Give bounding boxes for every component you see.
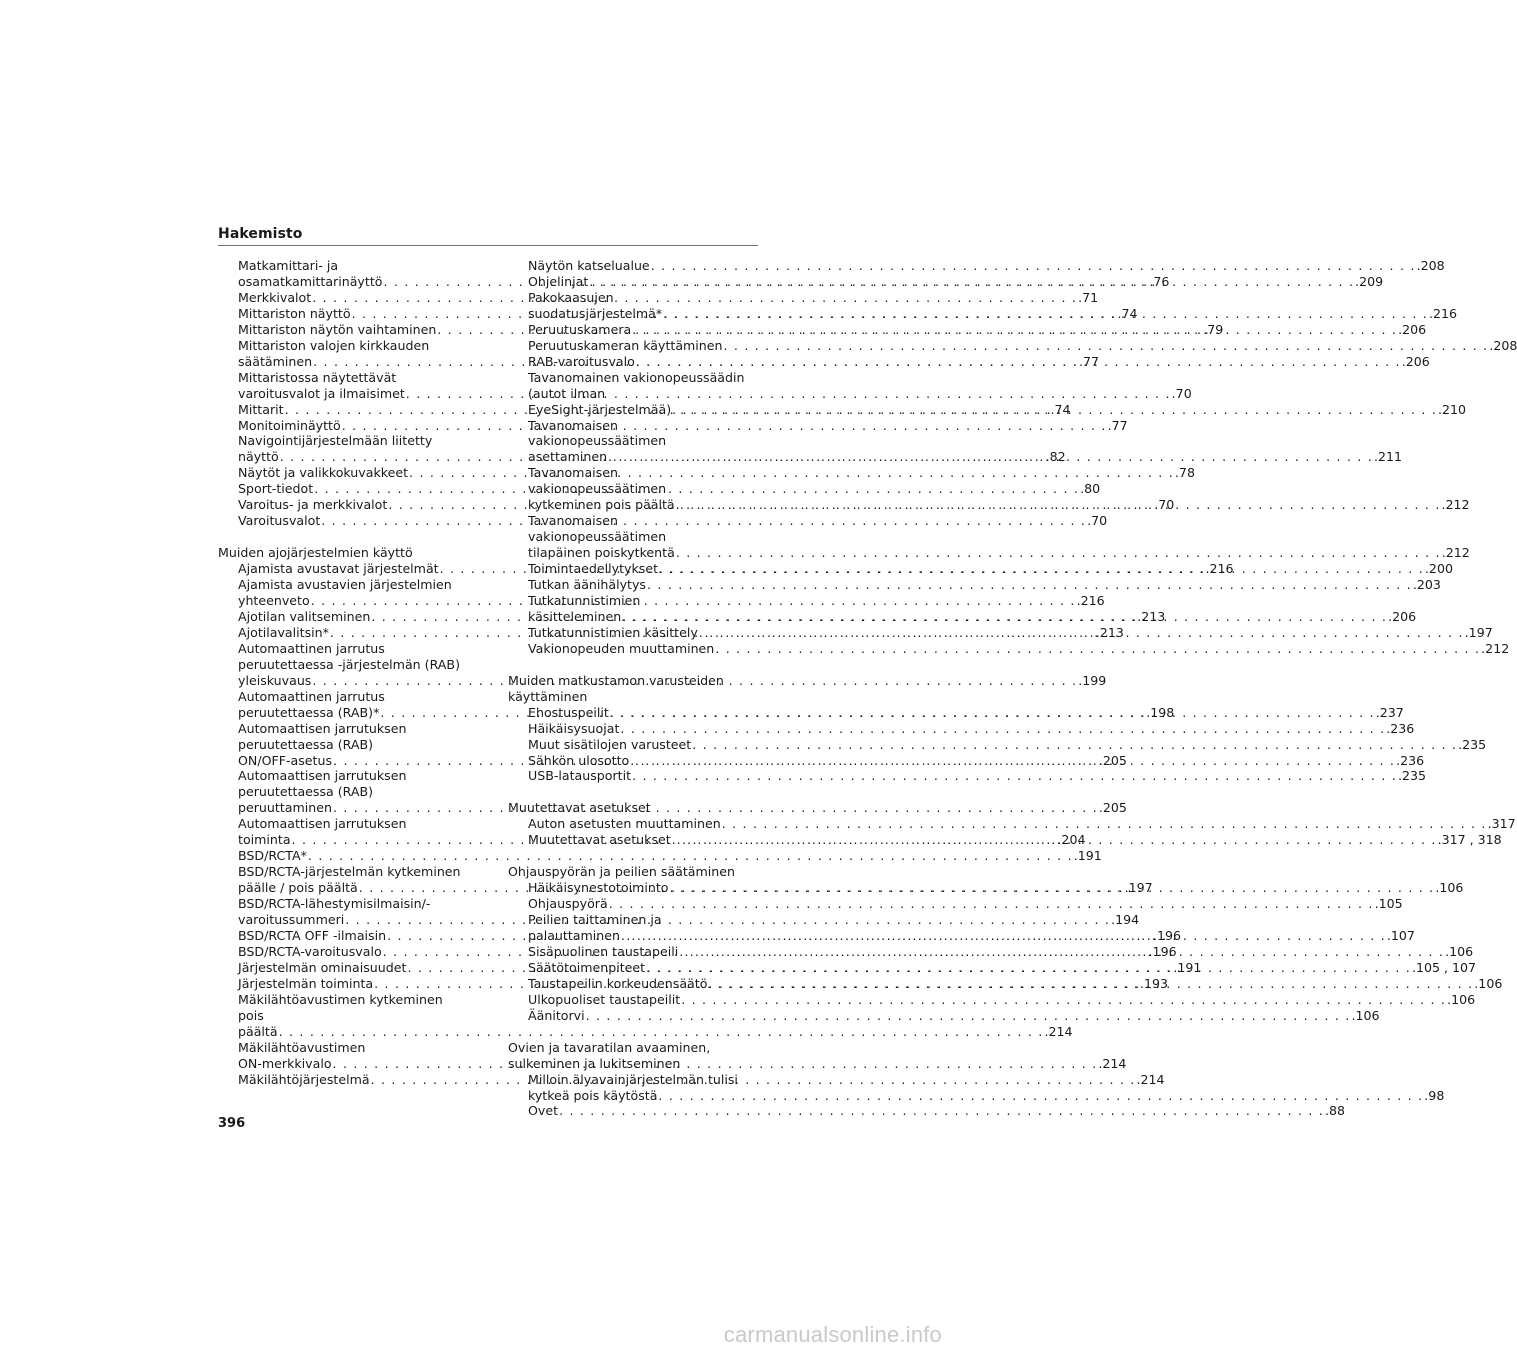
index-entry-row — [528, 545, 1470, 561]
index-entry-term: Varoitus- ja merkkivalot — [238, 497, 388, 513]
dot-leader — [668, 880, 1435, 896]
index-entry-term: päältä — [238, 1023, 278, 1039]
index-entry-line: Ajamista avustavien järjestelmien — [238, 577, 452, 593]
index-entry-line: Automaattisen jarrutuksen — [238, 768, 407, 784]
index-entry — [508, 816, 1516, 832]
index-entry-row — [528, 720, 1415, 737]
index-page-ref: .209 — [1355, 273, 1384, 289]
index-entry — [508, 577, 1441, 593]
dot-leader — [723, 338, 1490, 354]
index-page-ref: .317 , 318 — [1437, 832, 1502, 848]
index-page-ref: .235 — [1458, 736, 1487, 752]
index-entry-line: (autot ilman — [528, 385, 606, 401]
index-page-ref: .204 — [1057, 832, 1086, 848]
index-entry-term: Sport-tiedot — [238, 481, 314, 497]
dot-leader — [671, 402, 1438, 418]
index-entry-term: BSD/RCTA OFF -ilmaisin — [238, 928, 387, 944]
index-entry-term: Säätötoimenpiteet — [528, 959, 646, 975]
index-page-ref: .216 — [1429, 305, 1458, 321]
index-entry-line: Tutkatunnistimien — [528, 593, 641, 609]
index-page-ref: .76 — [1149, 273, 1170, 289]
index-page-ref: .191 — [1173, 959, 1202, 975]
index-entry-row — [238, 848, 1102, 864]
index-page-ref: .70 — [1154, 497, 1175, 513]
index-page-ref: .107 — [1386, 927, 1415, 943]
index-header — [218, 223, 758, 246]
index-page-ref: .210 — [1438, 401, 1467, 417]
index-entry-term: Järjestelmän ominaisuudet — [238, 959, 407, 975]
index-entry-line: Navigointijärjestelmään liitetty — [238, 433, 433, 449]
dot-leader — [588, 274, 1355, 290]
dot-leader — [645, 960, 1412, 976]
index-page-ref: .196 — [1148, 943, 1177, 959]
index-page-ref: .198 — [1146, 704, 1175, 720]
index-entry-line: Tavanomaisen vakionopeussäätimen — [528, 513, 667, 545]
index-page-ref: .214 — [1044, 1023, 1073, 1039]
index-page-ref: .216 — [1076, 593, 1105, 608]
index-entry-line: Mittaristossa näytettävät — [238, 369, 397, 385]
index-entry-line: Matkamittari- ja — [238, 258, 339, 273]
dot-leader — [650, 258, 1417, 274]
index-entry-term: palauttaminen — [528, 927, 620, 943]
dot-leader — [671, 832, 1438, 848]
index-page-ref: .214 — [1098, 1055, 1127, 1071]
index-entry-term: varoitussummeri — [238, 912, 345, 928]
index-page-ref: .105 — [1374, 896, 1403, 912]
index-page-ref: .203 — [1412, 577, 1441, 593]
index-entry-term: RAB-varoitusvalo — [528, 353, 635, 369]
index-entry-term: Häikäisysuojat — [528, 720, 620, 736]
index-entry-term: Auton asetusten muuttaminen — [528, 816, 721, 832]
dot-leader — [635, 354, 1402, 370]
index-entry-term: ON-merkkivalo — [238, 1055, 332, 1071]
index-entry-row — [528, 768, 1426, 784]
dot-leader — [658, 561, 1425, 577]
index-entry-term: Äänitorvi — [528, 1007, 585, 1023]
index-entry-row — [528, 1087, 1445, 1104]
index-page-ref: .106 — [1445, 943, 1474, 959]
index-page-ref: .199 — [1078, 672, 1107, 688]
index-page-ref: .212 — [1481, 640, 1510, 656]
index-page-ref: .70 — [1087, 513, 1108, 529]
index-entry-term: Ohjauspyörä — [528, 896, 608, 912]
index-entry-term: yhteenveto — [238, 593, 310, 608]
index-page-ref: .236 — [1386, 720, 1415, 736]
index-page-ref: .77 — [1079, 353, 1100, 369]
index-entry-line: Mittariston valojen kirkkauden — [238, 337, 430, 353]
index-page-ref: .79 — [1203, 321, 1224, 337]
index-entry-term: näyttö — [238, 449, 279, 465]
page-title: Hakemisto — [218, 226, 303, 242]
index-entry — [508, 640, 1510, 657]
index-entry — [508, 720, 1415, 737]
index-entry-term: toiminta — [238, 832, 291, 848]
index-entry-row — [528, 1007, 1380, 1024]
index-page-ref: .237 — [1375, 704, 1404, 720]
index-entry-line: peruutettaessa (RAB) — [238, 784, 374, 800]
index-page-ref: .213 — [1137, 608, 1166, 624]
index-group-title: käyttäminen — [508, 688, 588, 704]
dot-leader — [646, 577, 1413, 593]
index-page-ref: .106 — [1447, 991, 1476, 1007]
index-entry-term: peruutettaessa (RAB)* — [238, 704, 380, 720]
index-entry — [508, 896, 1403, 912]
index-page-ref: .200 — [1424, 561, 1453, 577]
index-page-ref: .194 — [1111, 912, 1140, 928]
dot-leader — [678, 944, 1445, 960]
index-entry-line: Automaattinen jarrutus — [238, 688, 385, 704]
index-page-ref: .212 — [1441, 545, 1470, 561]
index-entry-term: Ajotilavalitsin* — [238, 624, 329, 640]
index-entry-term: Mittariston näytön vaihtaminen — [238, 321, 437, 337]
index-entry-term: Mittarit — [238, 401, 284, 417]
index-group-title: Muutettavat asetukset — [508, 800, 651, 816]
index-entry-term: Sisäpuolinen taustapeili — [528, 943, 679, 959]
index-entry — [508, 337, 1517, 354]
index-group-title: Muiden ajojärjestelmien käyttö — [218, 545, 413, 561]
index-entry-line: Tavanomaisen vakionopeussäätimen — [528, 465, 667, 497]
index-page-ref: .74 — [1050, 401, 1071, 417]
index-page-ref: .205 — [1098, 752, 1127, 768]
index-page-ref: .236 — [1396, 752, 1425, 768]
index-entry — [508, 1007, 1380, 1024]
index-entry-term: Varoitusvalot — [238, 513, 321, 529]
index-entry-term: suodatusjärjestelmä* — [528, 305, 663, 321]
dot-leader — [662, 306, 1429, 322]
index-group-title: Ohjauspyörän ja peilien säätäminen — [508, 864, 736, 880]
index-entry-term: EyeSight-järjestelmää) — [528, 401, 672, 417]
index-page-ref: .193 — [1140, 975, 1169, 991]
index-entry-term: varoitusvalot ja ilmaisimet — [238, 385, 405, 401]
index-entry — [508, 1103, 1345, 1119]
dot-leader — [680, 992, 1447, 1008]
index-page-ref: .205 — [1098, 800, 1127, 816]
index-entry-term: Ehostuspeilit — [528, 704, 609, 720]
index-entry-term: Toimintaedellytykset — [528, 561, 659, 577]
index-entry-term: Järjestelmän toiminta — [238, 975, 374, 991]
index-group-title: sulkeminen ja lukitseminen — [508, 1055, 681, 1071]
index-page-ref: .196 — [1152, 928, 1181, 944]
index-entry-line: Tavanomaisen vakionopeussäätimen — [528, 417, 667, 449]
dot-leader — [714, 641, 1481, 657]
dot-leader — [631, 768, 1398, 784]
index-group-title: Ovien ja tavaratilan avaaminen, — [508, 1039, 711, 1055]
index-entry-term: Muut sisätilojen varusteet — [528, 736, 692, 752]
dot-leader — [619, 721, 1386, 737]
index-page-ref: .213 — [1095, 624, 1124, 640]
index-entry-row — [238, 1023, 1073, 1040]
index-entry-row — [528, 1103, 1345, 1119]
index-page-ref: .197 — [1464, 624, 1493, 640]
index-entry-line: Tavanomainen vakionopeussäädin — [528, 369, 745, 385]
index-entry — [508, 768, 1426, 784]
index-entry-term: kytkeminen pois päältä — [528, 497, 675, 513]
index-entry-row — [528, 577, 1441, 593]
index-page-ref: .105 , 107 — [1411, 959, 1477, 975]
index-entry-term: Monitoiminäyttö — [238, 417, 341, 433]
index-page-ref: .206 — [1398, 321, 1427, 337]
index-entry-term: osamatkamittarinäyttö — [238, 273, 383, 289]
index-page-ref: .71 — [1078, 289, 1099, 305]
index-page-ref: .88 — [1324, 1103, 1345, 1119]
index-entry-term: Ohjelinjat — [528, 273, 589, 289]
index-entry-line: peruutettaessa (RAB) — [238, 736, 374, 752]
index-entry-line: Peilien taittaminen ja — [528, 912, 662, 928]
index-page-ref: .317 — [1487, 816, 1516, 832]
index-page-ref: .208 — [1489, 337, 1517, 353]
index-entry-term: Ulkopuoliset taustapeilit — [528, 991, 681, 1007]
dot-leader — [558, 1103, 1325, 1119]
index-page-ref: .212 — [1441, 497, 1470, 513]
dot-leader — [607, 449, 1374, 465]
index-entry-term: Näytöt ja valikkokuvakkeet — [238, 465, 409, 481]
index-entry-term: Sähkön ulosotto — [528, 752, 630, 768]
index-page-ref: .206 — [1388, 608, 1417, 624]
index-page-ref: .106 — [1474, 975, 1503, 991]
index-page-ref: .70 — [1171, 385, 1192, 401]
index-entry-term: ON/OFF-asetus — [238, 752, 333, 768]
index-group-title: Muiden matkustamon varusteiden — [508, 672, 724, 688]
index-entry — [508, 991, 1476, 1008]
dot-leader — [657, 1088, 1424, 1104]
index-entry-line: Mäkilähtöavustimen — [238, 1039, 366, 1055]
index-page-ref: .98 — [1424, 1087, 1445, 1103]
dot-leader — [721, 816, 1488, 832]
index-entry-term: Peruutuskamera — [528, 321, 632, 337]
watermark: carmanualsonline.info — [723, 1322, 942, 1347]
index-page-ref: .197 — [1124, 880, 1153, 896]
dot-leader — [675, 545, 1442, 561]
index-entry-line: peruutettaessa -järjestelmän (RAB) — [238, 656, 460, 672]
dot-leader — [698, 625, 1465, 641]
dot-leader — [585, 1008, 1352, 1024]
index-entry-line: Mäkilähtöavustimen kytkeminen pois — [238, 991, 443, 1023]
index-entry-term: Ovet — [528, 1103, 559, 1119]
index-entry-term: Mäkilähtöjärjestelmä — [238, 1071, 370, 1087]
index-entry-term: Tutkan äänihälytys — [528, 577, 646, 593]
dot-leader — [609, 705, 1376, 721]
index-entry-line: BSD/RCTA-järjestelmän kytkeminen — [238, 864, 461, 880]
index-entry-term: Näytön katselualue — [528, 258, 650, 273]
index-entry-term: Muutettavat asetukset — [528, 832, 671, 848]
index-page-ref: .191 — [1073, 848, 1102, 864]
index-entry-line: Automaattisen jarrutuksen — [238, 816, 407, 832]
index-entry-row — [528, 896, 1403, 912]
index-page-ref: .214 — [1136, 1071, 1165, 1087]
dot-leader — [691, 737, 1458, 753]
index-entry-row — [528, 816, 1516, 832]
index-entry-term: Mittariston näyttö — [238, 305, 351, 321]
index-entry — [508, 736, 1487, 753]
index-page-ref: .106 — [1435, 880, 1464, 896]
dot-leader — [707, 976, 1474, 992]
index-entry — [218, 848, 1102, 864]
index-entry-line: Automaattisen jarrutuksen — [238, 720, 407, 736]
dot-leader — [608, 896, 1375, 912]
index-entry-term: Ajamista avustavat järjestelmät — [238, 561, 439, 577]
index-entry-term: Ajotilan valitseminen — [238, 608, 371, 624]
index-entry-term: tilapäinen poiskytkentä — [528, 545, 675, 561]
index-entry-row — [528, 258, 1445, 274]
index-entry-term: Merkkivalot — [238, 289, 312, 305]
dot-leader — [629, 753, 1396, 769]
index-entry-line: Milloin älyavainjärjestelmän tulisi — [528, 1071, 738, 1087]
index-entry — [508, 258, 1445, 274]
dot-leader — [631, 322, 1398, 338]
index-page-ref: .77 — [1107, 417, 1128, 433]
index-entry-line: Pakokaasujen — [528, 289, 614, 305]
index-entry-term: Taustapeilin korkeudensäätö — [528, 975, 708, 991]
index-page-ref: .82 — [1045, 449, 1066, 465]
dot-leader — [620, 928, 1387, 944]
index-entry-row — [528, 640, 1510, 657]
index-entry-row — [528, 337, 1517, 354]
index-entry-line: BSD/RCTA-lähestymisilmaisin/- — [238, 896, 431, 912]
index-page-ref: .211 — [1373, 449, 1403, 465]
index-page-ref: .235 — [1397, 768, 1426, 784]
index-entry-term: peruuttaminen — [238, 800, 332, 816]
index-entry-term: Häikäisynestotoiminto — [528, 880, 669, 896]
index-entry-term: USB-latausportit — [528, 768, 632, 784]
page-number: 396 — [218, 1116, 246, 1131]
index-entry-term: BSD/RCTA-varoitusvalo — [238, 943, 382, 959]
index-entry-term: BSD/RCTA* — [238, 848, 307, 864]
index-page-ref: .208 — [1416, 258, 1445, 273]
dot-leader — [621, 609, 1388, 625]
index-entry-term: päälle / pois päältä — [238, 880, 358, 896]
index-entry-term: Peruutuskameran käyttäminen — [528, 337, 723, 353]
index-page-ref: .74 — [1117, 305, 1138, 321]
index-entry-term: asettaminen — [528, 449, 608, 465]
index-entry-term: Tutkatunnistimien käsittely — [528, 624, 698, 640]
index-entry-line: Automaattinen jarrutus — [238, 640, 385, 656]
index-page-ref: .78 — [1174, 465, 1195, 481]
index-entry-term: kytkeä pois käytöstä — [528, 1087, 658, 1103]
index-entry-term: yleiskuvaus — [238, 672, 312, 688]
dot-leader — [675, 497, 1442, 513]
index-page-ref: .80 — [1080, 481, 1101, 497]
index-page-ref: .106 — [1351, 1007, 1380, 1023]
index-page-ref: .206 — [1401, 353, 1430, 369]
index-page-ref: .216 — [1205, 561, 1234, 577]
index-entry-term: Vakionopeuden muuttaminen — [528, 640, 715, 656]
index-entry-row — [528, 991, 1476, 1008]
index-entry-row — [528, 736, 1487, 753]
index-entry-term: säätäminen — [238, 353, 313, 369]
index-entry-term: käsitteleminen — [528, 608, 622, 624]
